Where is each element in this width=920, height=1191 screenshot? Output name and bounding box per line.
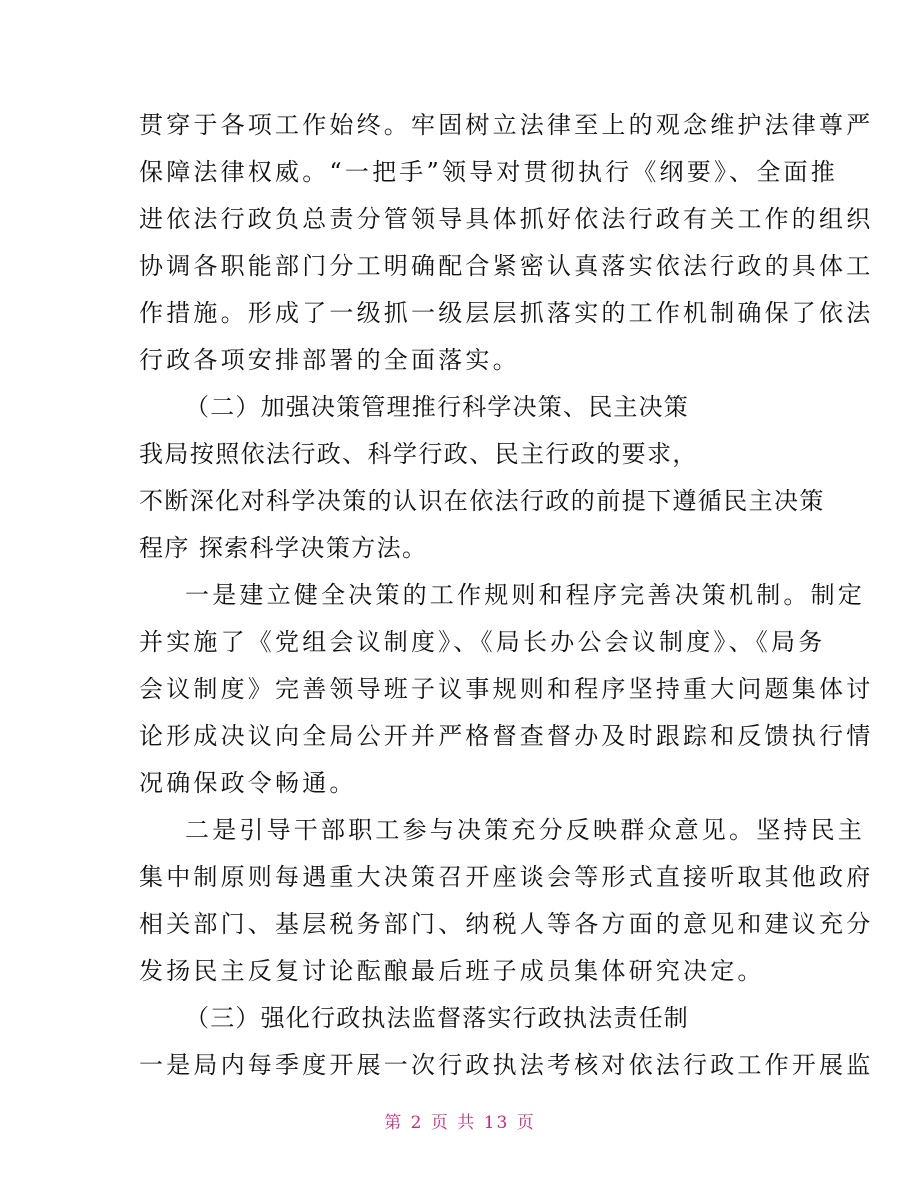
paragraph-line: 相关部门、基层税务部门、纳税人等各方面的意见和建议充分 bbox=[139, 910, 874, 938]
page-number-footer: 第 2 页 共 13 页 bbox=[384, 1113, 536, 1133]
paragraph-line: 并实施了《党组会议制度》、《局长办公会议制度》、《局务 bbox=[139, 628, 826, 656]
paragraph-line: 不断深化对科学决策的认识在依法行政的前提下遵循民主决策 bbox=[139, 487, 825, 515]
paragraph-line: 集中制原则每遇重大决策召开座谈会等形式直接听取其他政府 bbox=[139, 863, 874, 891]
paragraph-line: 我局按照依法行政、科学行政、民主行政的要求， bbox=[139, 440, 698, 468]
paragraph-line: 行政各项安排部署的全面落实。 bbox=[139, 346, 520, 374]
paragraph-line: 况确保政令畅通。 bbox=[139, 769, 357, 797]
section-heading: （二）加强决策管理推行科学决策、民主决策 bbox=[185, 393, 689, 421]
paragraph-line: 发扬民主反复讨论酝酿最后班子成员集体研究决定。 bbox=[139, 957, 765, 985]
paragraph-line: 会议制度》完善领导班子议事规则和程序坚持重大问题集体讨 bbox=[139, 675, 874, 703]
paragraph-line: 程序 探索科学决策方法。 bbox=[139, 534, 428, 562]
paragraph-line: 协调各职能部门分工明确配合紧密认真落实依法行政的具体工 bbox=[139, 252, 874, 280]
paragraph-line: 一是局内每季度开展一次行政执法考核对依法行政工作开展监 bbox=[139, 1051, 874, 1079]
paragraph-line: 论形成决议向全局公开并严格督查督办及时跟踪和反馈执行情 bbox=[139, 722, 874, 750]
paragraph-line: 进依法行政负总责分管领导具体抓好依法行政有关工作的组织 bbox=[139, 205, 874, 233]
paragraph-line: 二是引导干部职工参与决策充分反映群众意见。坚持民主 bbox=[185, 816, 865, 844]
paragraph-line: 作措施。形成了一级抓一级层层抓落实的工作机制确保了依法 bbox=[139, 299, 874, 327]
paragraph-line: 保障法律权威。“一把手”领导对贯彻执行《纲要》、全面推 bbox=[139, 158, 838, 186]
paragraph-line: 一是建立健全决策的工作规则和程序完善决策机制。制定 bbox=[185, 581, 865, 609]
paragraph-line: 贯穿于各项工作始终。牢固树立法律至上的观念维护法律尊严 bbox=[139, 111, 874, 139]
section-heading: （三）强化行政执法监督落实行政执法责任制 bbox=[185, 1004, 689, 1032]
